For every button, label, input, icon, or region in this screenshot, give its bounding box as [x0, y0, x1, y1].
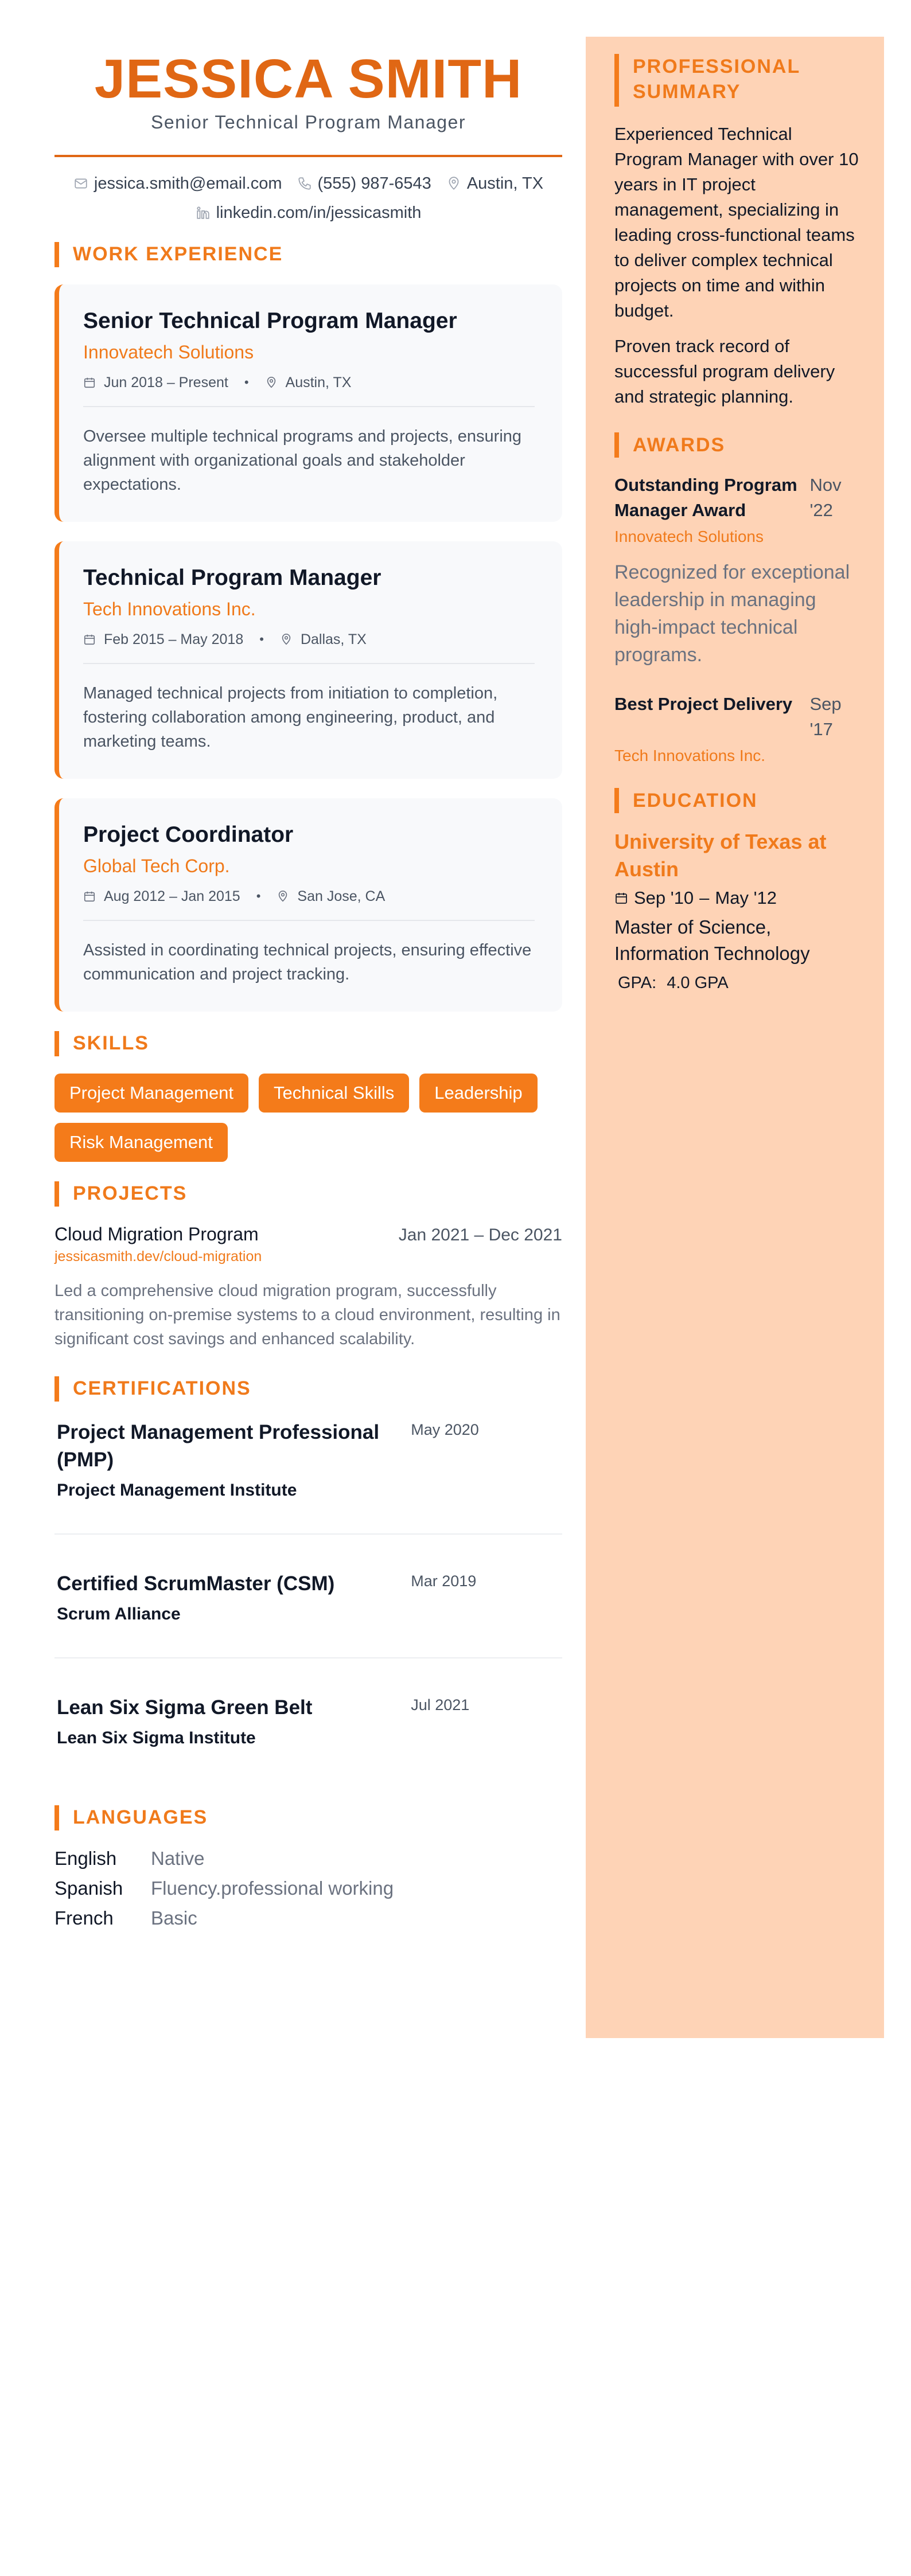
language-level: Basic	[151, 1907, 197, 1929]
language-row	[54, 1878, 562, 1899]
job-company: Global Tech Corp.	[83, 855, 230, 876]
sidebar	[586, 37, 884, 2038]
calendar-icon	[83, 376, 96, 389]
award-item	[614, 692, 860, 765]
section-title: AWARDS	[633, 434, 726, 456]
job-location: San Jose, CA	[297, 888, 386, 904]
project-link[interactable]: jessicasmith.dev/cloud-migration	[54, 1248, 262, 1264]
award-date: Sep '17	[809, 694, 842, 739]
project-dates: Jan 2021 – Dec 2021	[398, 1225, 562, 1244]
contact-location	[446, 174, 543, 193]
education-school: University of Texas at Austin	[614, 830, 827, 881]
map-pin-icon	[265, 376, 278, 389]
project-item	[54, 1224, 562, 1351]
job-location: Dallas, TX	[300, 631, 367, 647]
contact-row-2	[54, 204, 562, 223]
education-end: May '12	[715, 888, 777, 908]
summary-body	[614, 122, 860, 409]
job-title: Senior Technical Program Manager	[83, 308, 457, 333]
certification-date: May 2020	[411, 1420, 479, 1438]
language-name: Spanish	[54, 1877, 123, 1899]
language-level: Native	[151, 1847, 205, 1869]
summary-heading	[614, 54, 860, 107]
contact-phone[interactable]	[297, 174, 431, 193]
language-name: French	[54, 1907, 114, 1929]
experience-heading	[54, 242, 562, 267]
job-meta	[83, 631, 535, 648]
job-meta	[83, 888, 535, 905]
job-location: Austin, TX	[285, 374, 352, 391]
certification-item	[54, 1419, 562, 1500]
gpa-value: 4.0 GPA	[667, 974, 729, 992]
certification-issuer: Scrum Alliance	[57, 1604, 181, 1623]
skills-heading	[54, 1031, 562, 1056]
date-separator: –	[699, 888, 710, 908]
education-dates	[614, 888, 860, 908]
award-item	[614, 473, 860, 669]
phone-icon	[297, 176, 312, 191]
education-start: Sep '10	[634, 888, 694, 908]
skill-badge: Project Management	[54, 1074, 248, 1113]
award-title: Best Project Delivery	[614, 694, 793, 714]
skills-list	[54, 1074, 562, 1162]
certification-divider	[54, 1533, 562, 1535]
section-title: LANGUAGES	[73, 1806, 208, 1829]
envelope-icon	[73, 176, 88, 191]
language-level: Fluency.professional working	[151, 1877, 394, 1899]
education-degree: Master of Science, Information Technology	[614, 916, 810, 964]
certification-item	[54, 1570, 562, 1624]
job-card	[54, 541, 562, 779]
contact-linkedin[interactable]	[196, 204, 422, 223]
award-title: Outstanding Program Manager Award	[614, 475, 797, 520]
meta-separator: •	[259, 632, 264, 647]
certification-date: Mar 2019	[411, 1572, 477, 1590]
job-dates: Aug 2012 – Jan 2015	[104, 888, 240, 904]
skill-badge: Technical Skills	[259, 1074, 409, 1113]
awards-heading	[614, 432, 860, 458]
section-title: EDUCATION	[633, 790, 758, 811]
languages-heading	[54, 1805, 562, 1830]
job-divider	[83, 663, 535, 664]
section-title: CERTIFICATIONS	[73, 1377, 251, 1400]
project-description: Led a comprehensive cloud migration program, successfully transitioning on-premise systems to a cloud environment, resulting in significant cost savings and enhanced scalability.	[54, 1281, 560, 1348]
project-name: Cloud Migration Program	[54, 1223, 259, 1244]
location-text: Austin, TX	[466, 174, 544, 193]
job-title: Technical Program Manager	[83, 565, 381, 590]
section-accent-bar	[54, 1805, 59, 1830]
job-company: Tech Innovations Inc.	[83, 598, 256, 619]
skill-badge: Leadership	[419, 1074, 537, 1113]
job-title: Project Coordinator	[83, 822, 294, 847]
candidate-title: Senior Technical Program Manager	[151, 111, 466, 132]
candidate-name: JESSICA SMITH	[94, 48, 523, 110]
language-row	[54, 1907, 562, 1929]
education-item	[614, 828, 860, 993]
meta-separator: •	[256, 889, 261, 904]
calendar-icon	[614, 891, 628, 905]
resume-header	[54, 49, 562, 133]
calendar-icon	[83, 633, 96, 646]
section-accent-bar	[614, 432, 619, 458]
projects-heading	[54, 1181, 562, 1207]
certifications-heading	[54, 1376, 562, 1402]
meta-separator: •	[244, 375, 249, 390]
section-accent-bar	[614, 54, 619, 107]
calendar-icon	[83, 890, 96, 903]
header-divider	[54, 155, 562, 157]
section-title: PROJECTS	[73, 1182, 188, 1205]
certification-name: Certified ScrumMaster (CSM)	[57, 1572, 335, 1595]
language-name: English	[54, 1847, 117, 1869]
skill-badge: Risk Management	[54, 1123, 228, 1162]
job-dates: Feb 2015 – May 2018	[104, 631, 244, 647]
map-pin-icon	[446, 176, 461, 191]
education-gpa	[618, 974, 860, 993]
contact-row	[54, 174, 562, 193]
section-title: WORK EXPERIENCE	[73, 243, 283, 266]
certification-divider	[54, 1657, 562, 1658]
section-accent-bar	[54, 1376, 59, 1402]
certification-name: Project Management Professional (PMP)	[57, 1420, 380, 1471]
email-text: jessica.smith@email.com	[94, 174, 282, 193]
job-divider	[83, 406, 535, 407]
section-accent-bar	[54, 1181, 59, 1207]
certification-issuer: Project Management Institute	[57, 1480, 297, 1500]
award-organization: Tech Innovations Inc.	[614, 747, 766, 764]
language-row	[54, 1848, 562, 1869]
award-date: Nov '22	[809, 475, 842, 520]
section-title: SKILLS	[73, 1032, 149, 1055]
certification-date: Jul 2021	[411, 1696, 470, 1714]
job-company: Innovatech Solutions	[83, 341, 254, 362]
summary-paragraph: Proven track record of successful program delivery and strategic planning.	[614, 336, 835, 407]
section-accent-bar	[54, 242, 59, 267]
linkedin-text: linkedin.com/in/jessicasmith	[216, 203, 422, 222]
section-title: PROFESSIONAL SUMMARY	[633, 56, 800, 103]
map-pin-icon	[277, 890, 289, 903]
job-divider	[83, 920, 535, 921]
job-card	[54, 798, 562, 1012]
job-description: Oversee multiple technical programs and projects, ensuring alignment with organizational goals and stakeholder expectations.	[83, 427, 522, 494]
job-card	[54, 284, 562, 522]
certification-name: Lean Six Sigma Green Belt	[57, 1696, 313, 1719]
award-organization: Innovatech Solutions	[614, 528, 764, 545]
summary-paragraph: Experienced Technical Program Manager with over 10 years in IT project management, specializing in leading cross-functional teams to deliver complex technical projects on time and within budget.	[614, 124, 859, 321]
linkedin-icon	[196, 205, 211, 220]
gpa-label: GPA:	[618, 974, 657, 992]
phone-text: (555) 987-6543	[317, 174, 431, 193]
education-heading	[614, 788, 860, 813]
job-dates: Jun 2018 – Present	[104, 374, 228, 391]
job-description: Assisted in coordinating technical projects, ensuring effective communication and project tracking.	[83, 940, 532, 983]
section-accent-bar	[614, 788, 619, 813]
contact-email[interactable]	[73, 174, 282, 193]
main-column	[54, 34, 562, 1937]
job-meta	[83, 374, 535, 391]
certification-item	[54, 1694, 562, 1748]
job-description: Managed technical projects from initiation to completion, fostering collaboration among engineering, product, and marketing teams.	[83, 684, 498, 751]
certification-issuer: Lean Six Sigma Institute	[57, 1728, 256, 1747]
award-description: Recognized for exceptional leadership in managing high-impact technical programs.	[614, 561, 850, 666]
section-accent-bar	[54, 1031, 59, 1056]
map-pin-icon	[280, 633, 293, 646]
